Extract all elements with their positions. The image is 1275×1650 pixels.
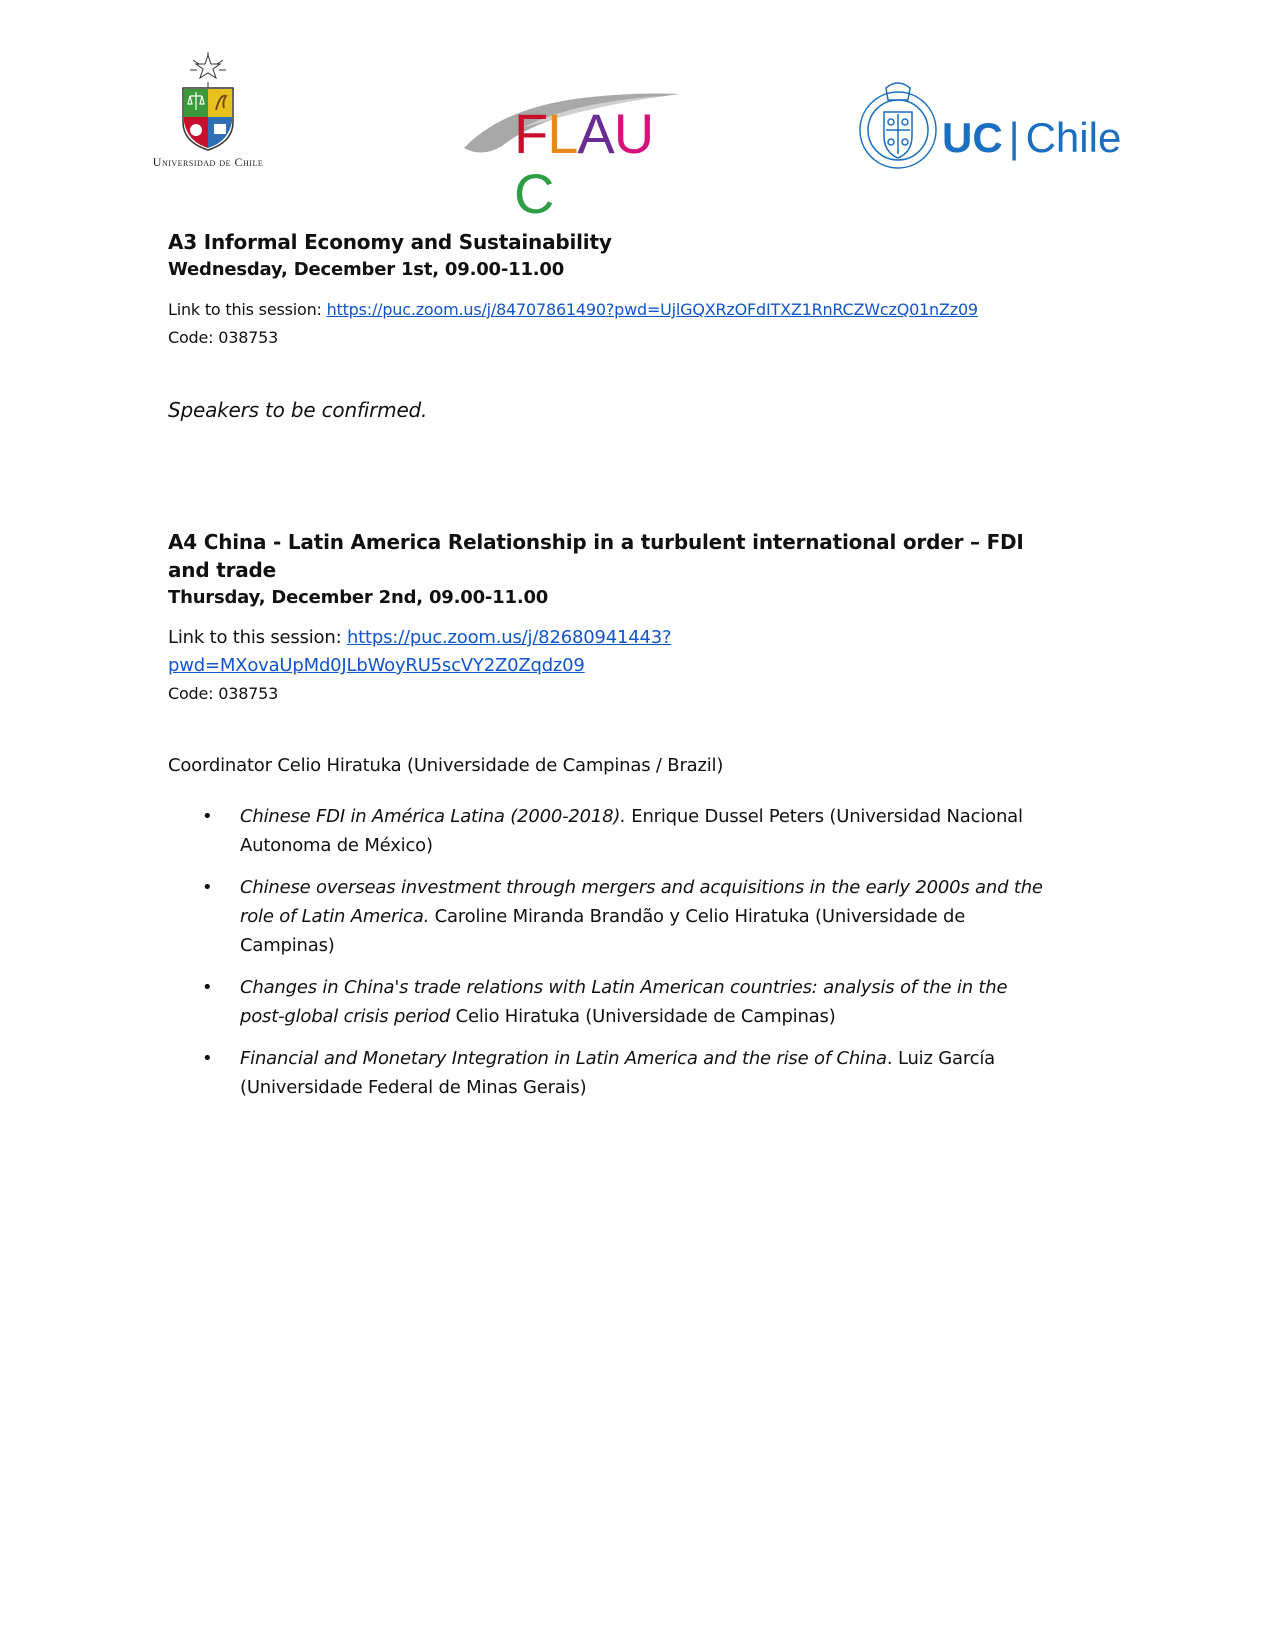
session-a4-talk-list: [168, 802, 1048, 1102]
bullet-icon: •: [202, 977, 213, 998]
talk-title: Changes in China's trade relations with Latin American countries: analysis of the in the post-global crisis period: [240, 977, 1008, 1027]
session-a4-coordinator: Coordinator Celio Hiratuka (Universidade de Campinas / Brazil): [168, 755, 724, 776]
session-a4-title: A4 China - Latin America Relationship in a turbulent international order – FDI and trade: [168, 530, 1024, 582]
universidad-de-chile-logo: [128, 52, 288, 177]
session-a3-title: A3 Informal Economy and Sustainability: [168, 230, 612, 254]
list-item: [168, 873, 1048, 960]
talk-authors: . Luiz García (Universidade Federal de Minas Gerais): [240, 1048, 995, 1098]
talk-authors: Caroline Miranda Brandão y Celio Hiratuka (Universidade de Campinas): [240, 906, 966, 956]
talk-title: Chinese FDI in América Latina (2000-2018).: [240, 806, 626, 827]
session-a3-zoom-link[interactable]: https://puc.zoom.us/j/84707861490?pwd=UjlGQXRzOFdITXZ1RnRCZWczQ01nZz09: [326, 300, 978, 319]
session-a3-link-line: [168, 296, 1048, 324]
session-a3-link-label: Link to this session:: [168, 300, 327, 319]
list-item: [168, 1044, 1048, 1102]
uchile-logo-text: Universidad de Chile: [152, 155, 264, 169]
talk-title: Financial and Monetary Integration in Latin America and the rise of China: [240, 1048, 887, 1069]
session-a4-date: Thursday, December 2nd, 09.00-11.00: [168, 587, 549, 608]
uc-logo-bold: UC: [942, 114, 1003, 161]
document-body: [168, 228, 1048, 1115]
session-a3-date: Wednesday, December 1st, 09.00-11.00: [168, 259, 565, 280]
session-a4-code: Code: 038753: [168, 684, 279, 703]
list-item: [168, 802, 1048, 860]
session-a4: [168, 528, 1048, 1102]
uc-logo-chile: Chile: [1025, 114, 1122, 161]
session-a3-speakers-note: Speakers to be confirmed.: [168, 398, 428, 422]
flauc-logo: [462, 88, 684, 225]
session-a3: [168, 228, 1048, 422]
session-a3-code: Code: 038753: [168, 328, 279, 347]
talk-authors: Enrique Dussel Peters (Universidad Nacional Autonoma de México): [240, 806, 1023, 856]
bullet-icon: •: [202, 877, 213, 898]
session-a4-zoom-link[interactable]: https://puc.zoom.us/j/82680941443?pwd=MXovaUpMd0JLbWoyRU5scVY2Z0Zqdz09: [168, 627, 672, 676]
session-a4-link-label: Link to this session:: [168, 627, 347, 648]
bullet-icon: •: [202, 806, 213, 827]
bullet-icon: •: [202, 1048, 213, 1069]
uc-logo-separator: |: [1008, 114, 1020, 161]
talk-title: Chinese overseas investment through mergers and acquisitions in the early 2000s and the role of Latin America.: [240, 877, 1043, 927]
uc-seal-icon: [858, 78, 938, 174]
list-item: [168, 973, 1048, 1031]
session-a4-link-line: [168, 624, 1048, 680]
talk-authors: Celio Hiratuka (Universidade de Campinas): [450, 1006, 836, 1027]
page-header: [0, 0, 1275, 225]
uc-chile-logo: [858, 78, 1122, 178]
uchile-crest-icon: [178, 52, 238, 152]
flauc-logo-text: FLAUC: [514, 102, 654, 225]
uc-chile-logo-text: [942, 114, 1121, 162]
